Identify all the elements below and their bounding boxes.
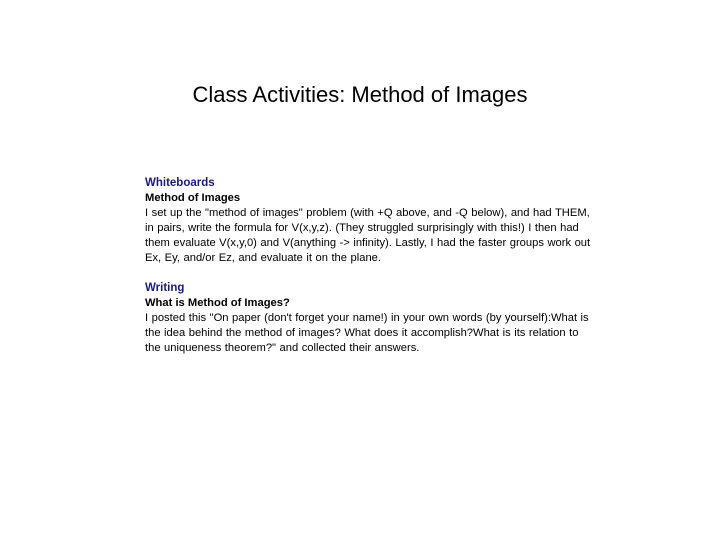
section-whiteboards — [145, 176, 595, 266]
section-subheading: Method of Images — [145, 192, 241, 204]
section-text: I posted this "On paper (don't forget your name!) in your own words (by yourself):What is the idea behind the method of images? What does it accomplish?What is its relation to the uniqueness theorem?" and collected their answers. — [145, 312, 589, 354]
section-text: I set up the "method of images" problem (with +Q above, and -Q below), and had THEM, in pairs, write the formula for V(x,y,z). (They struggled surprisingly with this!) I then had them evaluate V(x,y,0) and V(anything -> infinity). Lastly, I had the faster groups work out Ex, Ey, and/or Ez, and evaluate it on the plane. — [145, 207, 591, 264]
slide-title: Class Activities: Method of Images — [192, 82, 528, 107]
section-subheading: What is Method of Images? — [145, 297, 290, 309]
section-heading: Whiteboards — [145, 177, 215, 189]
slide-content — [145, 176, 595, 371]
section-heading: Writing — [145, 282, 185, 294]
section-writing — [145, 281, 595, 356]
